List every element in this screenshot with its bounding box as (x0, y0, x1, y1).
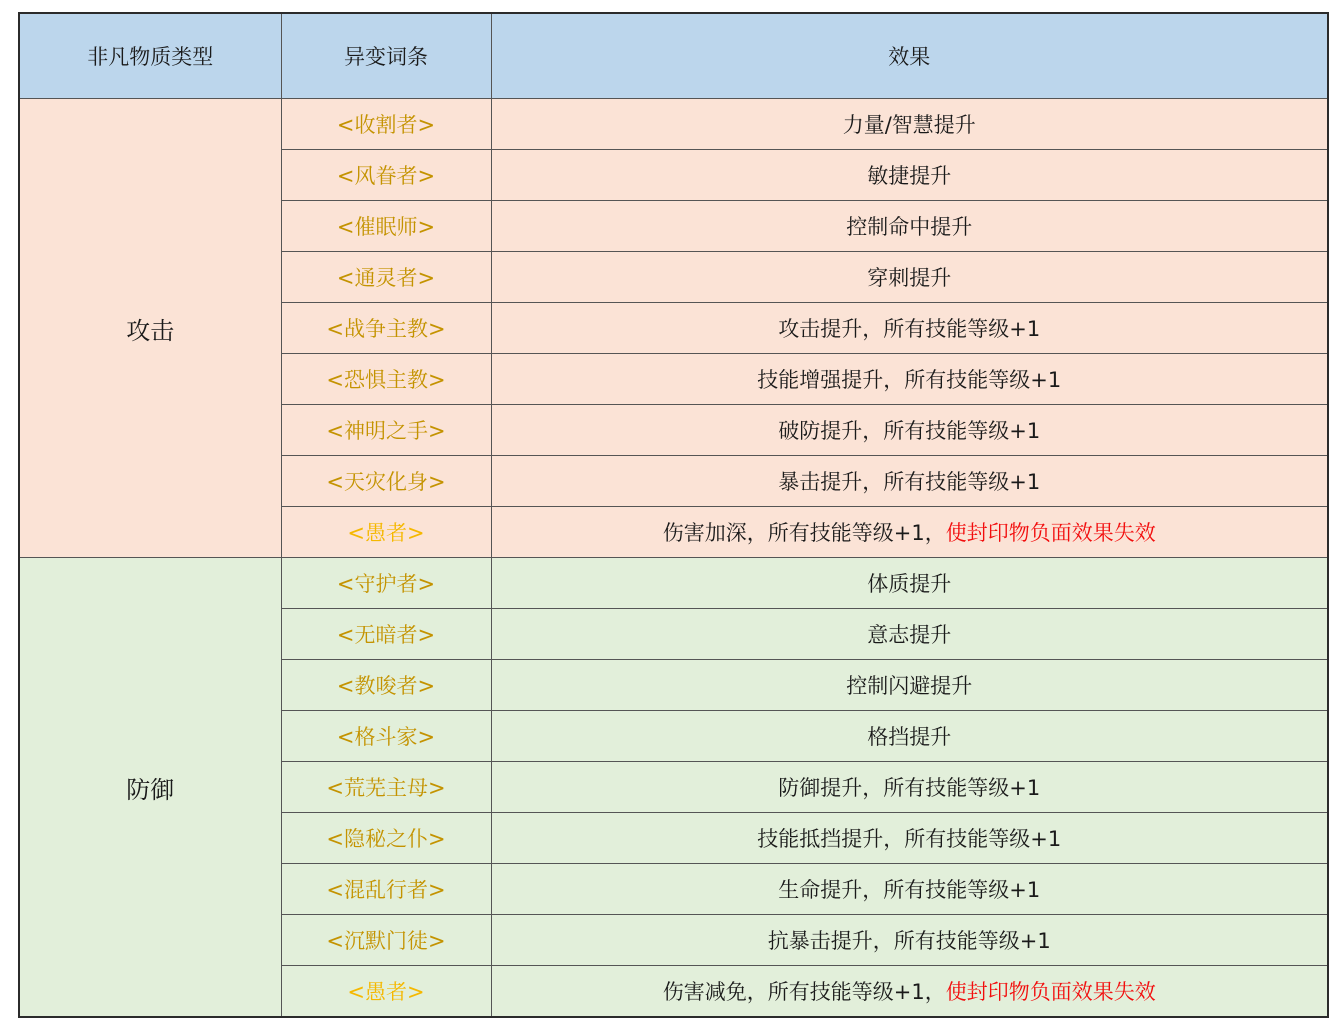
term-cell-fool: <愚者> (281, 966, 491, 1018)
term-cell: <催眠师> (281, 201, 491, 252)
effect-cell: 技能抵挡提升，所有技能等级+1 (491, 813, 1328, 864)
header-type: 非凡物质类型 (19, 13, 281, 99)
effect-cell: 抗暴击提升，所有技能等级+1 (491, 915, 1328, 966)
effect-cell: 防御提升，所有技能等级+1 (491, 762, 1328, 813)
effect-cell: 破防提升，所有技能等级+1 (491, 405, 1328, 456)
effect-cell: 力量/智慧提升 (491, 99, 1328, 150)
term-cell: <沉默门徒> (281, 915, 491, 966)
term-cell: <神明之手> (281, 405, 491, 456)
term-cell: <荒芜主母> (281, 762, 491, 813)
effect-cell: 敏捷提升 (491, 150, 1328, 201)
category-attack: 攻击 (19, 99, 281, 558)
term-cell: <收割者> (281, 99, 491, 150)
effect-cell: 体质提升 (491, 558, 1328, 609)
effect-cell: 控制闪避提升 (491, 660, 1328, 711)
effect-cell (491, 966, 1328, 1018)
effect-cell: 格挡提升 (491, 711, 1328, 762)
category-defense: 防御 (19, 558, 281, 1018)
term-cell: <教唆者> (281, 660, 491, 711)
term-cell: <天灾化身> (281, 456, 491, 507)
term-cell: <守护者> (281, 558, 491, 609)
header-term: 异变词条 (281, 13, 491, 99)
term-cell: <混乱行者> (281, 864, 491, 915)
effect-warning-text: 使封印物负面效果失效 (945, 521, 1156, 545)
effect-cell: 控制命中提升 (491, 201, 1328, 252)
abnormal-entry-table (18, 12, 1329, 1018)
header-row (19, 13, 1328, 99)
effect-text: 伤害加深，所有技能等级+1， (662, 521, 946, 545)
term-cell: <风眷者> (281, 150, 491, 201)
effect-cell: 意志提升 (491, 609, 1328, 660)
effect-cell: 技能增强提升，所有技能等级+1 (491, 354, 1328, 405)
effect-cell: 暴击提升，所有技能等级+1 (491, 456, 1328, 507)
effect-text: 伤害减免，所有技能等级+1， (662, 980, 946, 1004)
table-row (19, 99, 1328, 150)
term-cell: <格斗家> (281, 711, 491, 762)
effect-cell (491, 507, 1328, 558)
effect-cell: 生命提升，所有技能等级+1 (491, 864, 1328, 915)
header-effect: 效果 (491, 13, 1328, 99)
effect-cell: 穿刺提升 (491, 252, 1328, 303)
term-cell: <无暗者> (281, 609, 491, 660)
effect-cell: 攻击提升，所有技能等级+1 (491, 303, 1328, 354)
effect-warning-text: 使封印物负面效果失效 (945, 980, 1156, 1004)
term-cell-fool: <愚者> (281, 507, 491, 558)
term-cell: <隐秘之仆> (281, 813, 491, 864)
term-cell: <战争主教> (281, 303, 491, 354)
table-row (19, 558, 1328, 609)
term-cell: <通灵者> (281, 252, 491, 303)
term-cell: <恐惧主教> (281, 354, 491, 405)
